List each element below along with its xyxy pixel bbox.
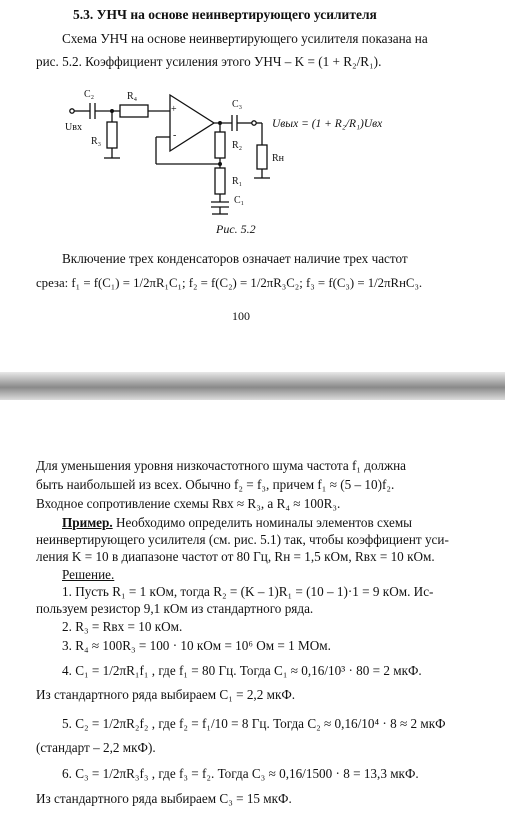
step-4-note: Из стандартного ряда выбираем C₁ = 2,2 мкФ. bbox=[36, 687, 296, 702]
example-line-3: ления K = 10 в диапазоне частот от 80 Гц, Rн = 1,5 кОм, Rвх = 10 кОм. bbox=[36, 549, 435, 564]
example-line-1 bbox=[62, 514, 412, 531]
page-number: 100 bbox=[232, 309, 250, 323]
step-3: 3. R₄ ≈ 100R₃ = 100 · 10 кОм = 10⁶ Ом = 1 МОм. bbox=[62, 638, 331, 653]
page-separator bbox=[0, 372, 505, 400]
example-line-2: неинвертирующего усилителя (см. рис. 5.1) так, чтобы коэффициент уси- bbox=[36, 532, 449, 547]
label-r2: R₂ bbox=[232, 140, 243, 151]
step-5: 5. C₂ = 1/2πR₂f₂ , где f₂ = f₁/10 = 8 Гц. Тогда C₂ ≈ 0,16/10⁴ · 8 ≈ 2 мкФ bbox=[62, 716, 446, 731]
step-1-line-1: 1. Пусть R₁ = 1 кОм, тогда R₂ = (K – 1)R₁ = (10 – 1)·1 = 9 кОм. Ис- bbox=[62, 584, 434, 599]
para1-line-1: Для уменьшения уровня низкочастотного шума частота f₁ должна bbox=[36, 458, 407, 473]
output-formula: Uвых = (1 + R₂/R₁)Uвх bbox=[272, 118, 383, 130]
intro-line-1: Схема УНЧ на основе неинвертирующего усилителя показана на bbox=[62, 31, 428, 46]
label-uin: Uвх bbox=[65, 122, 82, 133]
step-5-note: (стандарт – 2,2 мкФ). bbox=[36, 740, 156, 755]
text-line-1: Включение трех конденсаторов означает наличие трех частот bbox=[62, 251, 408, 266]
solution-label: Решение. bbox=[62, 567, 115, 582]
step-6: 6. C₃ = 1/2πR₃f₃ , где f₃ = f₂. Тогда C₃ ≈ 0,16/1500 · 8 = 13,3 мкФ. bbox=[62, 766, 419, 781]
figure-caption: Рис. 5.2 bbox=[216, 222, 256, 236]
para1-line-3: Входное сопротивление схемы Rвх ≈ R₃, а R₄ ≈ 100R₃. bbox=[36, 496, 341, 511]
cutoff-formulas: среза: f₁ = f(C₁) = 1/2πR₁C₁; f₂ = f(C₂) = 1/2πR₃C₂; f₃ = f(C₃) = 1/2πRнC₃. bbox=[36, 276, 423, 290]
label-c3: C₃ bbox=[232, 99, 243, 110]
label-c1: C₁ bbox=[234, 195, 245, 206]
step-4: 4. C₁ = 1/2πR₁f₁ , где f₁ = 80 Гц. Тогда C₁ ≈ 0,16/10³ · 80 = 2 мкФ. bbox=[62, 663, 422, 678]
label-r1: R₁ bbox=[232, 176, 243, 187]
label-rn: Rн bbox=[272, 153, 285, 164]
opamp-plus: + bbox=[171, 104, 177, 115]
example-label: Пример. bbox=[62, 515, 113, 530]
label-r4: R₄ bbox=[127, 91, 138, 102]
page-101 bbox=[0, 400, 505, 822]
intro-line-2: рис. 5.2. Коэффициент усиления этого УНЧ – K = (1 + R₂/R₁). bbox=[36, 54, 382, 69]
example-text: Необходимо определить номиналы элементов схемы bbox=[112, 515, 413, 530]
opamp-minus: - bbox=[173, 130, 177, 141]
circuit-diagram bbox=[0, 0, 505, 372]
label-c2: C₂ bbox=[84, 89, 95, 100]
step-2: 2. R₃ = Rвх = 10 кОм. bbox=[62, 619, 183, 634]
section-heading: 5.3. УНЧ на основе неинвертирующего усилителя bbox=[73, 7, 377, 22]
label-r3: R₃ bbox=[91, 136, 102, 147]
para1-line-2: быть наибольшей из всех. Обычно f₂ = f₃, причем f₁ ≈ (5 – 10)f₂. bbox=[36, 477, 395, 492]
page-100 bbox=[0, 0, 505, 372]
step-1-line-2: пользуем резистор 9,1 кОм из стандартного ряда. bbox=[36, 601, 314, 616]
step-6-note: Из стандартного ряда выбираем C₃ = 15 мкФ. bbox=[36, 791, 292, 806]
